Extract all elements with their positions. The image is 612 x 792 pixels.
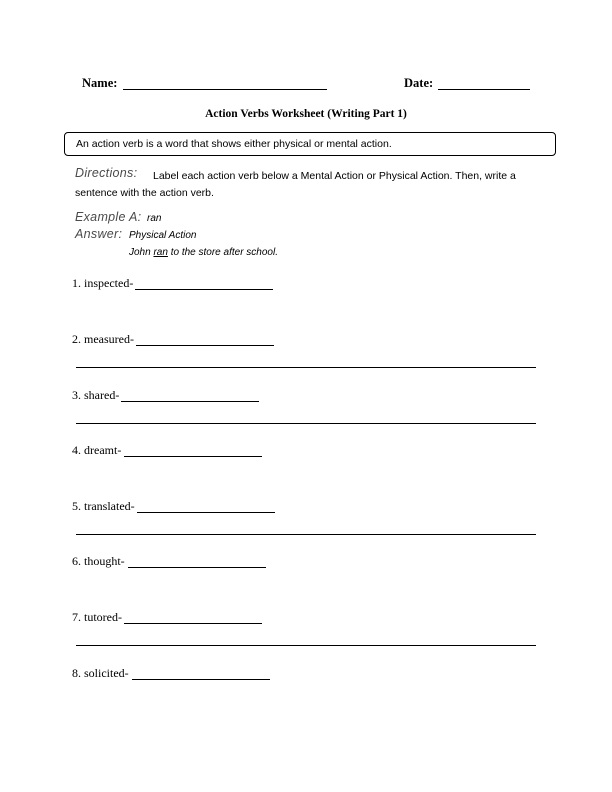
name-label: Name:	[82, 76, 118, 90]
item-5-sentence-line[interactable]	[76, 534, 536, 535]
item-7-label: 7. tutored-	[72, 610, 122, 624]
example-word: ran	[147, 213, 162, 224]
name-field[interactable]	[123, 89, 327, 90]
date-label: Date:	[404, 76, 434, 90]
item-8-answer-line[interactable]	[132, 679, 270, 680]
example-sentence: John ran to the store after school.	[129, 247, 278, 258]
item-7-sentence-line[interactable]	[76, 645, 536, 646]
example-answer: Physical Action	[129, 230, 197, 241]
item-2-label: 2. measured-	[72, 332, 134, 346]
directions-line-1: Label each action verb below a Mental Action or Physical Action. Then, write a	[153, 170, 516, 182]
item-6-answer-line[interactable]	[128, 567, 266, 568]
item-1-label: 1. inspected-	[72, 276, 134, 290]
item-6-label: 6. thought-	[72, 554, 125, 568]
item-1-answer-line[interactable]	[135, 289, 273, 290]
definition-box	[64, 132, 556, 156]
date-field[interactable]	[438, 89, 530, 90]
directions-line-2: sentence with the action verb.	[75, 187, 214, 199]
answer-label: Answer:	[75, 227, 123, 241]
item-5-answer-line[interactable]	[137, 512, 275, 513]
worksheet-title: Action Verbs Worksheet (Writing Part 1)	[205, 108, 407, 120]
directions-label: Directions:	[75, 166, 138, 180]
example-label: Example A:	[75, 210, 142, 224]
item-2-sentence-line[interactable]	[76, 367, 536, 368]
item-5-label: 5. translated-	[72, 499, 135, 513]
example-sentence-verb: ran	[153, 247, 168, 258]
definition-text: An action verb is a word that shows either physical or mental action.	[76, 138, 392, 150]
item-3-answer-line[interactable]	[121, 401, 259, 402]
item-7-answer-line[interactable]	[124, 623, 262, 624]
item-8-label: 8. solicited-	[72, 666, 129, 680]
item-4-answer-line[interactable]	[124, 456, 262, 457]
item-3-sentence-line[interactable]	[76, 423, 536, 424]
item-4-label: 4. dreamt-	[72, 443, 122, 457]
item-3-label: 3. shared-	[72, 388, 120, 402]
item-2-answer-line[interactable]	[136, 345, 274, 346]
